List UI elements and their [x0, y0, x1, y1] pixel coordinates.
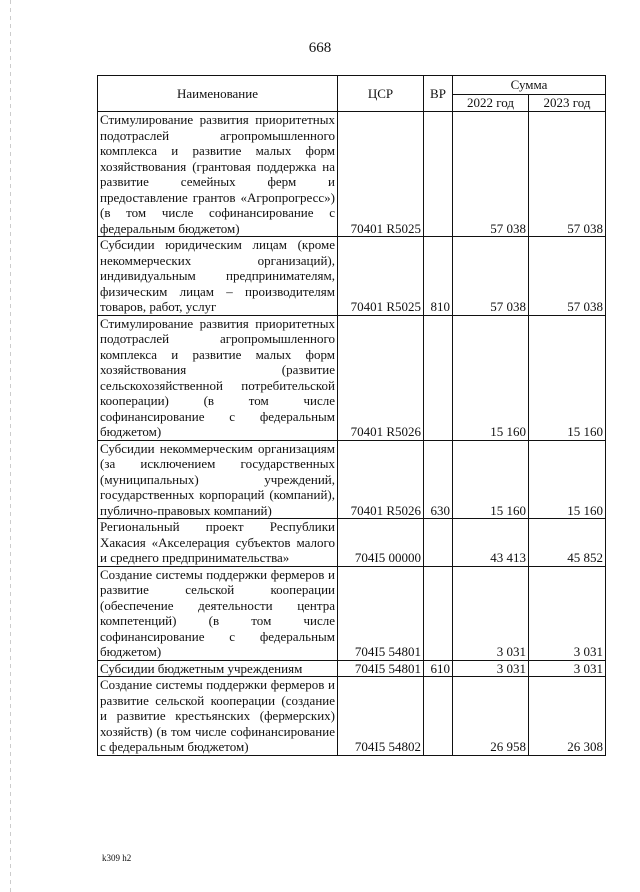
cell-sum-2022: 3 031: [453, 660, 529, 677]
cell-sum-2022: 15 160: [453, 440, 529, 519]
cell-sum-2023: 3 031: [529, 566, 606, 660]
table-row: [98, 677, 606, 756]
header-name: Наименование: [98, 76, 338, 112]
cell-sum-2022: 57 038: [453, 112, 529, 237]
header-year-2022: 2022 год: [453, 95, 529, 112]
scan-margin-line: [10, 0, 11, 892]
header-year-2023: 2023 год: [529, 95, 606, 112]
table-row: [98, 315, 606, 440]
table-row: [98, 237, 606, 316]
cell-csr: 70401 R5026: [338, 315, 424, 440]
footer-code: k309 h2: [102, 853, 132, 863]
cell-vr: [424, 677, 453, 756]
cell-csr: 704I5 54802: [338, 677, 424, 756]
cell-vr: [424, 315, 453, 440]
cell-vr: 610: [424, 660, 453, 677]
header-csr: ЦСР: [338, 76, 424, 112]
cell-sum-2023: 45 852: [529, 519, 606, 567]
cell-vr: [424, 112, 453, 237]
cell-sum-2022: 15 160: [453, 315, 529, 440]
cell-vr: [424, 519, 453, 567]
budget-table: [97, 75, 606, 756]
cell-sum-2023: 57 038: [529, 112, 606, 237]
cell-sum-2022: 26 958: [453, 677, 529, 756]
cell-sum-2023: 15 160: [529, 440, 606, 519]
header-vr: ВР: [424, 76, 453, 112]
table-row: [98, 519, 606, 567]
cell-csr: 70401 R5025: [338, 237, 424, 316]
cell-name: Стимулирование развития приоритетных подотраслей агропромышленного комплекса и развитие малых форм хозяйствования (развитие сельскохозяйственной потребительской кооперации) (в том числе софинансирование с федеральным бюджетом): [98, 315, 338, 440]
cell-sum-2022: 3 031: [453, 566, 529, 660]
cell-name: Субсидии юридическим лицам (кроме некоммерческих организаций), индивидуальным предпринимателям, физическим лицам – производителям товаров, работ, услуг: [98, 237, 338, 316]
header-sum: Сумма: [453, 76, 606, 95]
table-row: [98, 440, 606, 519]
cell-sum-2023: 57 038: [529, 237, 606, 316]
cell-sum-2022: 57 038: [453, 237, 529, 316]
cell-name: Создание системы поддержки фермеров и развитие сельской кооперации (создание и развитие крестьянских (фермерских) хозяйств) (в том числе софинансирование с федеральным бюджетом): [98, 677, 338, 756]
cell-name: Создание системы поддержки фермеров и развитие сельской кооперации (обеспечение деятельности центра компетенций) (в том числе софинансирование с федеральным бюджетом): [98, 566, 338, 660]
cell-name: Стимулирование развития приоритетных подотраслей агропромышленного комплекса и развитие малых форм хозяйствования (грантовая поддержка на развитие семейных ферм и предоставление грантов «Агропрогресс») (в том числе софинансирование с федеральным бюджетом): [98, 112, 338, 237]
table-row: [98, 566, 606, 660]
cell-sum-2023: 26 308: [529, 677, 606, 756]
cell-csr: 70401 R5026: [338, 440, 424, 519]
cell-name: Субсидии бюджетным учреждениям: [98, 660, 338, 677]
cell-csr: 704I5 54801: [338, 660, 424, 677]
header-row: [98, 76, 606, 95]
cell-vr: 810: [424, 237, 453, 316]
table-row: [98, 660, 606, 677]
cell-vr: 630: [424, 440, 453, 519]
cell-name: Субсидии некоммерческим организациям (за исключением государственных (муниципальных) учреждений, государственных корпораций (компаний), публично-правовых компаний): [98, 440, 338, 519]
cell-sum-2022: 43 413: [453, 519, 529, 567]
cell-csr: 70401 R5025: [338, 112, 424, 237]
page-number: 668: [308, 40, 332, 56]
cell-sum-2023: 15 160: [529, 315, 606, 440]
cell-csr: 704I5 00000: [338, 519, 424, 567]
cell-name: Региональный проект Республики Хакасия «Акселерация субъектов малого и среднего предпринимательства»: [98, 519, 338, 567]
cell-vr: [424, 566, 453, 660]
cell-sum-2023: 3 031: [529, 660, 606, 677]
cell-csr: 704I5 54801: [338, 566, 424, 660]
table-row: [98, 112, 606, 237]
